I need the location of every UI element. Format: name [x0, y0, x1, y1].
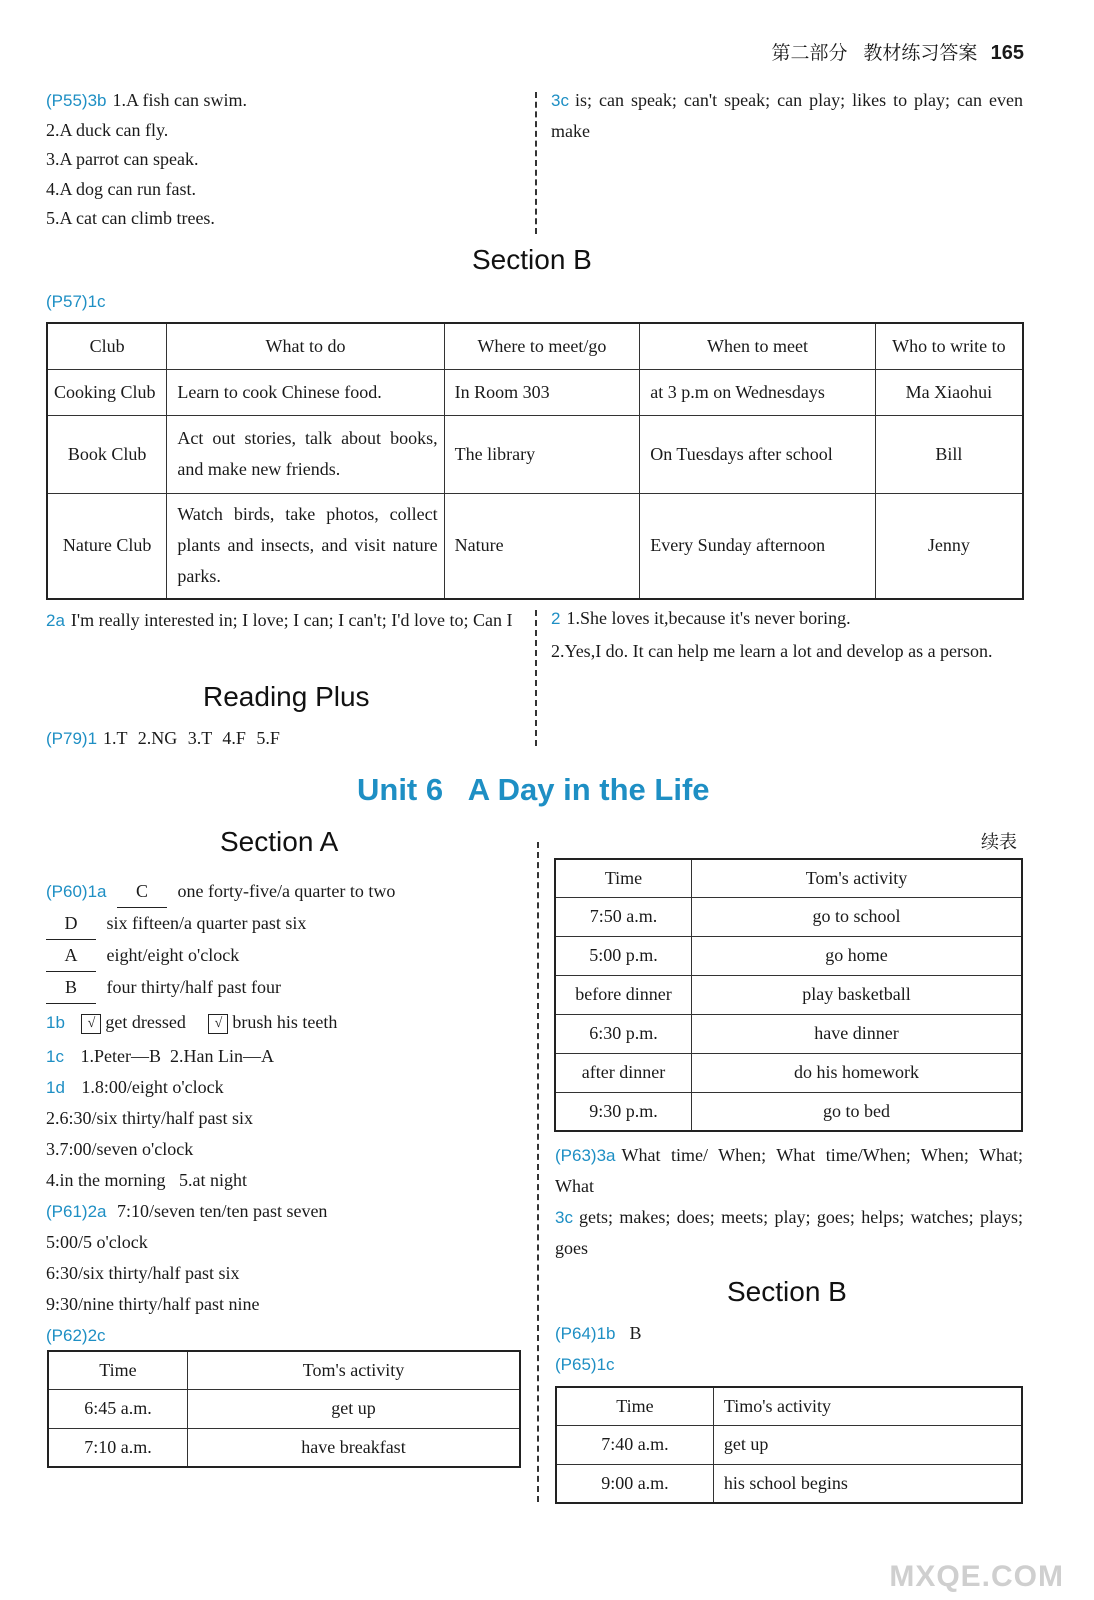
- table-cell: 6:45 a.m.: [48, 1389, 187, 1428]
- tag-p64-1b: (P64)1b: [555, 1324, 616, 1343]
- answer-line: 5:00/5 o'clock: [46, 1232, 148, 1252]
- answer-line: 2.A duck can fly.: [46, 119, 169, 140]
- section-a-answers: [46, 876, 395, 1351]
- section-b-2-block: [551, 608, 851, 629]
- column-header: Time: [48, 1351, 187, 1389]
- table-cell: Nature: [444, 493, 640, 599]
- p55-3b-block: [46, 86, 247, 234]
- table-cell: Every Sunday afternoon: [640, 493, 876, 599]
- table-row: [555, 975, 1022, 1014]
- table-cell: play basketball: [692, 975, 1023, 1014]
- table-header-row: [555, 859, 1022, 897]
- table-cell: Ma Xiaohui: [875, 369, 1023, 415]
- column-header: Timo's activity: [713, 1387, 1022, 1425]
- page-number: 165: [990, 42, 1024, 64]
- table-row: [555, 1092, 1022, 1131]
- answer-text: one forty-five/a quarter to two: [177, 881, 396, 901]
- table-cell: do his homework: [692, 1053, 1023, 1092]
- answer-line: 9:30/nine thirty/half past nine: [46, 1294, 260, 1314]
- table-row: [47, 369, 1023, 415]
- column-divider: [537, 842, 539, 1502]
- answer-line: 4.in the morning 5.at night: [46, 1170, 247, 1190]
- table-header-row: [47, 323, 1023, 369]
- section-b-2a-block: [46, 605, 518, 636]
- tag-p60-1a: (P60)1a: [46, 882, 107, 901]
- table-cell: go home: [692, 936, 1023, 975]
- table-header-row: [556, 1387, 1022, 1425]
- tom-activity-table-continued: [554, 858, 1023, 1132]
- answer-line: 2.Yes,I do. It can help me learn a lot and develop as a person.: [551, 641, 993, 661]
- table-row: [47, 493, 1023, 599]
- answer-text: B: [629, 1323, 642, 1343]
- tag-p57-1c: (P57)1c: [46, 292, 106, 311]
- table-cell: Book Club: [47, 415, 167, 493]
- table-cell: Bill: [875, 415, 1023, 493]
- column-header: Time: [555, 859, 692, 897]
- tag-3c: 3c: [551, 91, 569, 110]
- table-cell: 7:10 a.m.: [48, 1428, 187, 1467]
- page-header: [771, 38, 1024, 65]
- table-cell: get up: [713, 1425, 1022, 1464]
- table-cell: Learn to cook Chinese food.: [167, 369, 444, 415]
- answer-blank: A: [46, 940, 96, 972]
- tag-2: 2: [551, 609, 561, 628]
- answer-line: 1.A fish can swim.: [112, 90, 247, 110]
- tag-1d: 1d: [46, 1078, 65, 1097]
- answer-text: get dressed: [105, 1012, 186, 1032]
- table-header-row: [48, 1351, 520, 1389]
- column-header: When to meet: [640, 323, 876, 369]
- answer-line: 3.A parrot can speak.: [46, 149, 199, 169]
- reading-plus-answers: [46, 728, 280, 749]
- tag-p55-3b: (P55)3b: [46, 91, 107, 110]
- table-cell: 6:30 p.m.: [555, 1014, 692, 1053]
- table-cell: Watch birds, take photos, collect plants and insects, and visit nature parks.: [167, 493, 444, 599]
- section-b-2-line2: [551, 636, 1023, 667]
- answer-line: 4.A dog can run fast.: [46, 178, 196, 199]
- answer-blank: B: [46, 972, 96, 1004]
- timo-activity-table: [555, 1386, 1023, 1504]
- continued-label: 续表: [981, 832, 1017, 852]
- column-divider: [535, 610, 537, 746]
- table-cell: Jenny: [875, 493, 1023, 599]
- p64-1b-block: [555, 1323, 642, 1344]
- table-row: [47, 415, 1023, 493]
- tag-2a: 2a: [46, 611, 65, 630]
- table-cell: Act out stories, talk about books, and make new friends.: [167, 415, 444, 493]
- tag-p79-1: (P79)1: [46, 729, 98, 748]
- table-cell: On Tuesdays after school: [640, 415, 876, 493]
- p63-3a-block: [555, 1140, 1023, 1202]
- table-row: [555, 936, 1022, 975]
- column-header: Who to write to: [875, 323, 1023, 369]
- table-cell: 7:50 a.m.: [555, 897, 692, 936]
- p65-1c-block: [555, 1354, 621, 1375]
- table-row: [48, 1428, 520, 1467]
- column-header: Tom's activity: [692, 859, 1023, 897]
- tag-3c-unit6: 3c: [555, 1208, 573, 1227]
- table-cell: go to bed: [692, 1092, 1023, 1131]
- header-title: 教材练习答案: [863, 43, 978, 64]
- section-a-title: Section A: [220, 826, 339, 857]
- table-row: [555, 897, 1022, 936]
- answer-line: 7:10/seven ten/ten past seven: [116, 1201, 328, 1221]
- tag-p62-2c: (P62)2c: [46, 1326, 106, 1345]
- table-cell: 7:40 a.m.: [556, 1425, 713, 1464]
- table-cell: 9:30 p.m.: [555, 1092, 692, 1131]
- answer-text: eight/eight o'clock: [106, 945, 240, 965]
- answer-line: 3.7:00/seven o'clock: [46, 1139, 194, 1159]
- header-part: 第二部分: [771, 43, 848, 64]
- table-cell: get up: [187, 1389, 520, 1428]
- answer-text: gets; makes; does; meets; play; goes; helps; watches; plays; goes: [555, 1207, 1023, 1258]
- column-header: Tom's activity: [187, 1351, 520, 1389]
- column-divider: [535, 92, 537, 234]
- p63-3c-block: [555, 1202, 1023, 1264]
- club-table: [46, 322, 1024, 600]
- reading-plus-title: Reading Plus: [203, 681, 370, 712]
- table-cell: have breakfast: [187, 1428, 520, 1467]
- answer-text: What time/ When; What time/When; When; What; What: [555, 1145, 1023, 1196]
- answer-blank: C: [117, 876, 167, 908]
- answer-line: 6:30/six thirty/half past six: [46, 1263, 240, 1283]
- answer-text: six fifteen/a quarter past six: [106, 913, 307, 933]
- table-cell: have dinner: [692, 1014, 1023, 1053]
- tag-1c: 1c: [46, 1047, 64, 1066]
- unit-title: Unit 6 A Day in the Life: [357, 772, 710, 807]
- table-cell: Cooking Club: [47, 369, 167, 415]
- tag-p63-3a: (P63)3a: [555, 1146, 616, 1165]
- table-cell: after dinner: [555, 1053, 692, 1092]
- answer-text: is; can speak; can't speak; can play; likes to play; can even make: [551, 90, 1023, 141]
- p55-3c-block: [551, 85, 1023, 147]
- table-cell: 9:00 a.m.: [556, 1464, 713, 1503]
- answer-text: four thirty/half past four: [106, 977, 281, 997]
- table-cell: Nature Club: [47, 493, 167, 599]
- table-cell: go to school: [692, 897, 1023, 936]
- column-header: What to do: [167, 323, 444, 369]
- table-cell: his school begins: [713, 1464, 1022, 1503]
- column-header: Club: [47, 323, 167, 369]
- section-b-title-unit6: Section B: [727, 1276, 847, 1307]
- table-row: [556, 1464, 1022, 1503]
- table-row: [556, 1425, 1022, 1464]
- table-cell: at 3 p.m on Wednesdays: [640, 369, 876, 415]
- watermark: MXQE.COM: [889, 1560, 1064, 1593]
- column-header: Where to meet/go: [444, 323, 640, 369]
- answer-blank: D: [46, 908, 96, 940]
- checkmark-icon: √: [81, 1014, 101, 1034]
- table-cell: before dinner: [555, 975, 692, 1014]
- answer-text: 1.Peter—B 2.Han Lin—A: [80, 1046, 274, 1066]
- answer-line: 2.6:30/six thirty/half past six: [46, 1108, 253, 1128]
- table-cell: The library: [444, 415, 640, 493]
- tag-p65-1c: (P65)1c: [555, 1355, 615, 1374]
- answer-line: 1.8:00/eight o'clock: [81, 1077, 224, 1097]
- answer-line: 5.A cat can climb trees.: [46, 208, 215, 228]
- table-row: [48, 1389, 520, 1428]
- answer-text: I'm really interested in; I love; I can; I can't; I'd love to; Can I: [70, 610, 513, 630]
- table-cell: In Room 303: [444, 369, 640, 415]
- answer-line: 1.She loves it,because it's never boring.: [566, 608, 851, 628]
- section-b-title: Section B: [472, 244, 592, 275]
- table-row: [555, 1053, 1022, 1092]
- answer-text: brush his teeth: [232, 1012, 338, 1032]
- tom-activity-table: [47, 1350, 521, 1468]
- column-header: Time: [556, 1387, 713, 1425]
- checkmark-icon: √: [208, 1014, 228, 1034]
- tag-p61-2a: (P61)2a: [46, 1202, 107, 1221]
- answer-text: 1.T 2.NG 3.T 4.F 5.F: [103, 728, 280, 748]
- tag-1b: 1b: [46, 1013, 65, 1032]
- table-cell: 5:00 p.m.: [555, 936, 692, 975]
- table-row: [555, 1014, 1022, 1053]
